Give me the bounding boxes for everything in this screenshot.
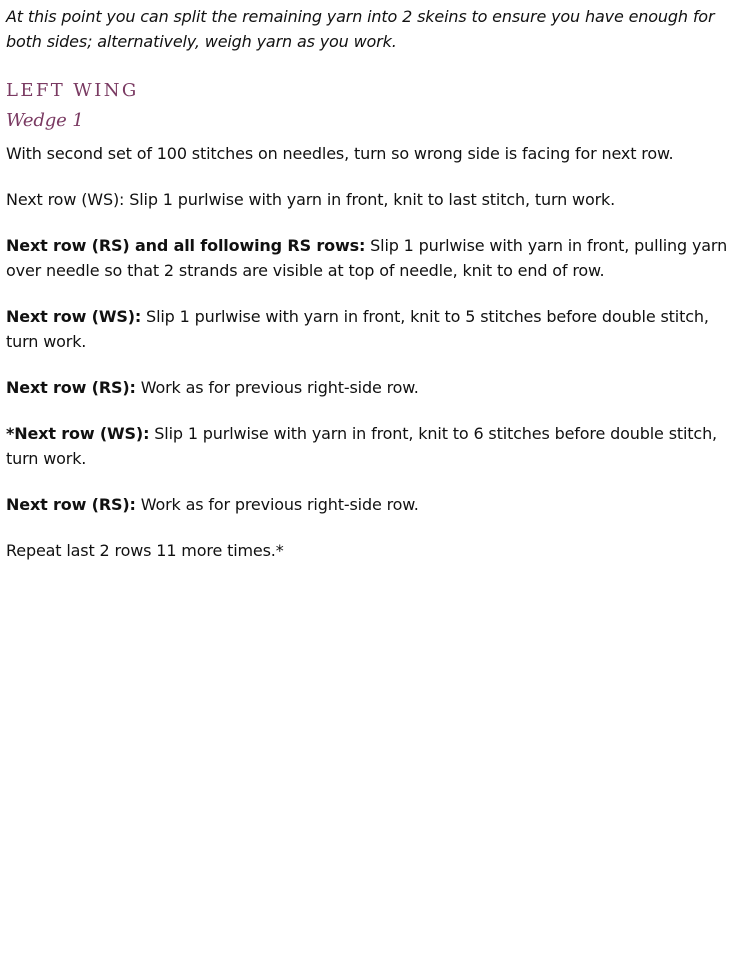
row-text: With second set of 100 stitches on needles, turn so wrong side is facing for next row. bbox=[6, 144, 674, 163]
section-heading: LEFT WING bbox=[6, 80, 139, 101]
row-text: Work as for previous right-side row. bbox=[135, 378, 419, 397]
row-label: Next row (RS) and all following RS rows: bbox=[6, 236, 366, 255]
instruction-paragraph bbox=[6, 492, 742, 517]
sub-heading: Wedge 1 bbox=[6, 110, 84, 131]
instruction-paragraph bbox=[6, 375, 742, 400]
instruction-paragraph bbox=[6, 187, 742, 212]
row-label: Next row (WS): bbox=[6, 307, 142, 326]
document-page bbox=[6, 4, 742, 584]
row-text: Slip 1 purlwise with yarn in front, knit to 6 stitches before double stitch, turn work. bbox=[6, 424, 717, 468]
instruction-paragraph bbox=[6, 421, 742, 471]
row-label: Next row (RS): bbox=[6, 495, 136, 514]
instruction-paragraph bbox=[6, 141, 742, 166]
instruction-paragraph bbox=[6, 233, 742, 283]
row-text: Next row (WS): Slip 1 purlwise with yarn in front, knit to last stitch, turn work. bbox=[6, 190, 616, 209]
row-text: Slip 1 purlwise with yarn in front, knit to 5 stitches before double stitch, turn work. bbox=[6, 307, 709, 351]
row-text: Repeat last 2 rows 11 more times.* bbox=[6, 541, 284, 560]
instruction-paragraph bbox=[6, 538, 742, 563]
instruction-paragraph bbox=[6, 304, 742, 354]
row-label: *Next row (WS): bbox=[6, 424, 150, 443]
row-label: Next row (RS): bbox=[6, 378, 136, 397]
row-text: Slip 1 purlwise with yarn in front, pulling yarn over needle so that 2 strands are visible at top of needle, knit to end of row. bbox=[6, 236, 728, 280]
intro-note: At this point you can split the remaining yarn into 2 skeins to ensure you have enough for both sides; alternatively, weigh yarn as you work. bbox=[6, 7, 715, 51]
row-text: Work as for previous right-side row. bbox=[135, 495, 419, 514]
